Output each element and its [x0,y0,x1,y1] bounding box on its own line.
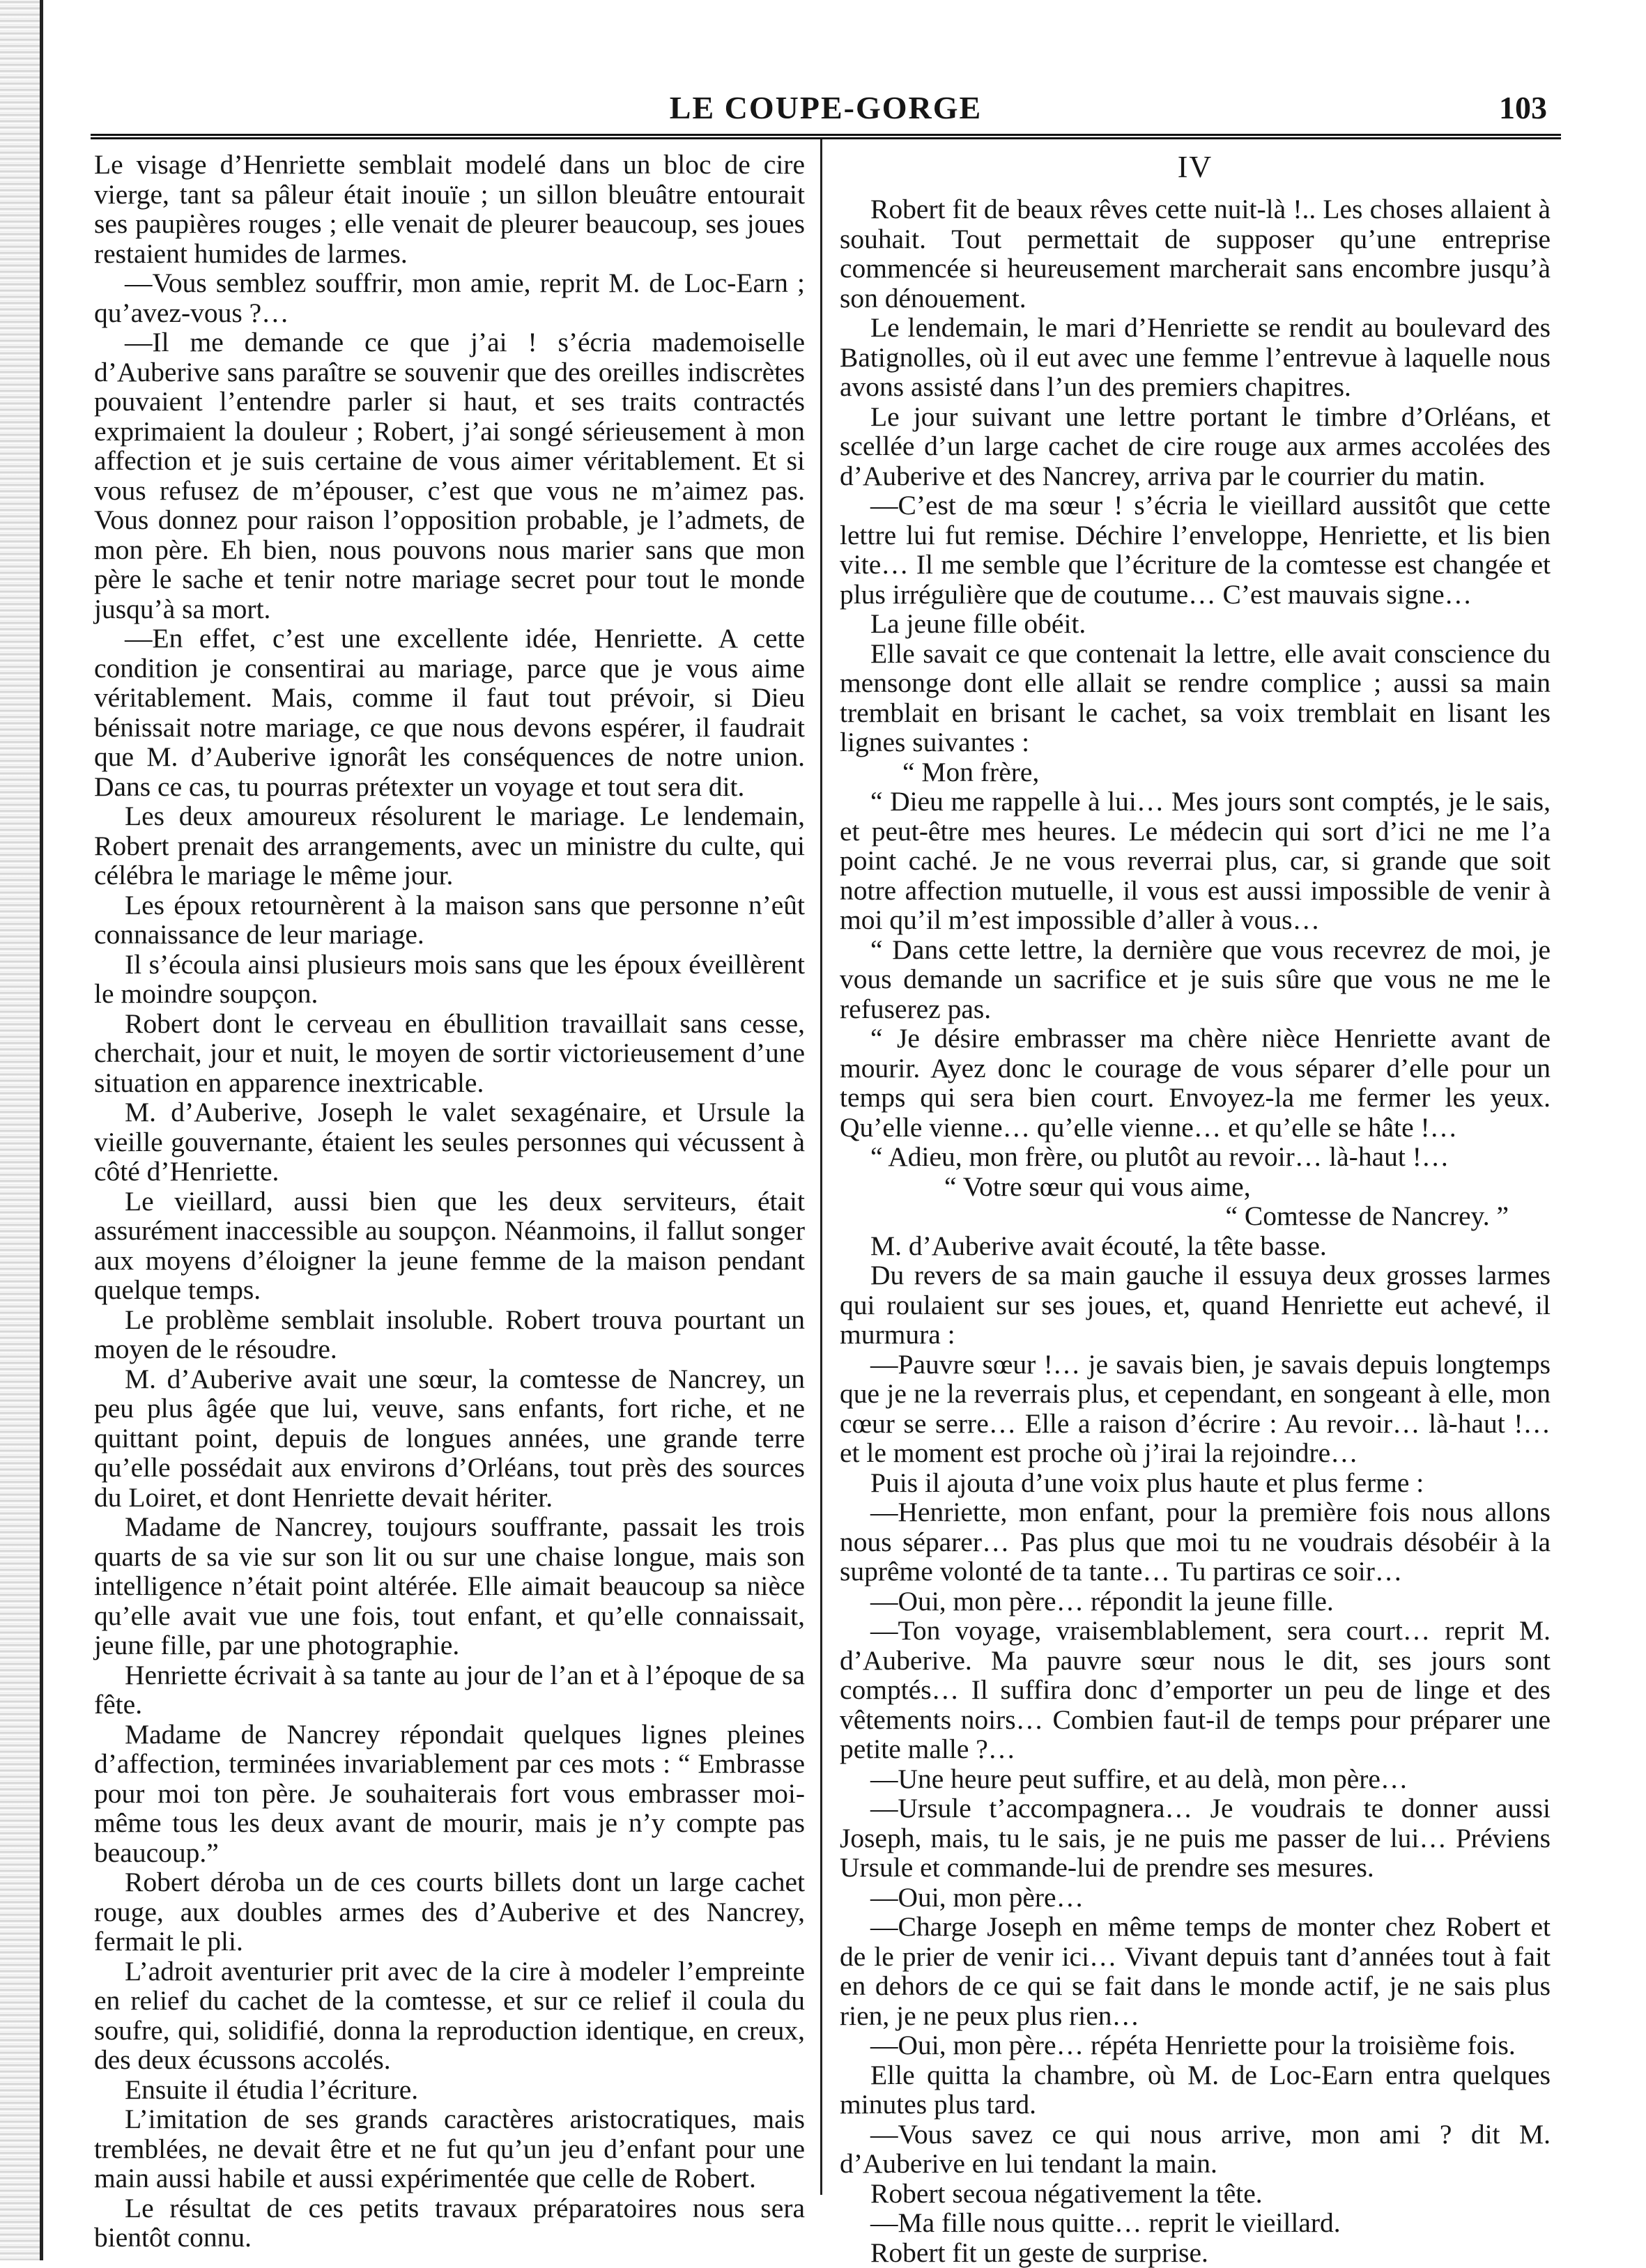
paragraph: Il s’écoula ainsi plusieurs mois sans que les époux éveillèrent le moindre soupçon. [94,948,805,1009]
paragraph: M. d’Auberive, Joseph le valet sexagénaire, et Ursule la vieille gouvernante, étaient les seules personnes qui vécussent à côté d’Henriette. [94,1097,805,1187]
paragraph: Robert secoua négativement la tête. [870,2177,1263,2209]
paragraph: Robert fit un geste de surprise. [870,2237,1208,2268]
paragraph: Le jour suivant une lettre portant le timbre d’Orléans, et scellée d’un large cachet de cire rouge aux armes accolées des d’Auberive et des Nancrey, arriva par le courrier du matin. [840,401,1551,491]
paragraph: Puis il ajouta d’une voix plus haute et plus ferme : [870,1467,1424,1498]
paragraph: Madame de Nancrey répondait quelques lignes pleines d’affection, terminées invariablement par ces mots : “ Embrasse pour moi ton père. Je souhaiterais fort vous embrasser moi-même tous les deux avant de mourir, mais je n’y compte pas beaucoup.” [94,1718,805,1868]
left-column [94,149,805,2253]
paragraph: —Oui, mon père… répondit la jeune fille. [870,1585,1334,1617]
running-title: LE COUPE-GORGE [669,90,983,125]
paragraph: Madame de Nancrey, toujours souffrante, passait les trois quarts de sa vie sur son lit ou sur une chaise longue, mais son intelligence n’était point altérée. Elle aimait beaucoup sa nièce qu’elle avait vue une fois, tout enfant, et qu’elle connaissait, jeune fille, par une photographie. [94,1511,805,1660]
paragraph: —Ursule t’accompagnera… Je voudrais te donner aussi Joseph, mais, tu le sais, je ne puis me passer de lui… Préviens Ursule et commande-lui de prendre ses mesures. [840,1793,1551,1883]
paragraph: —Oui, mon père… répéta Henriette pour la troisième fois. [870,2030,1516,2060]
paragraph: “ Je désire embrasser ma chère nièce Henriette avant de mourir. Ayez donc le courage de vous séparer d’elle pour un temps qui sera bien court. Envoyez-la me fermer les yeux. Qu’elle vienne… qu’elle vienne… et qu’elle se hâte !… [840,1023,1551,1143]
paragraph: —Ton voyage, vraisemblablement, sera court… reprit M. d’Auberive. Ma pauvre sœur nous le dit, ses jours sont comptés… Il suffira donc d’emporter un peu de linge et des vêtements noirs… Combien faut-il de temps pour préparer une petite malle ?… [840,1615,1551,1764]
paragraph: —C’est de ma sœur ! s’écria le vieillard aussitôt que cette lettre lui fut remise. Déchire l’enveloppe, Henriette, et lis bien vite… Il me semble que l’écriture de la comtesse est changée et plus irrégulière que de coutume… C’est mauvais signe… [840,490,1551,610]
paragraph: —Charge Joseph en même temps de monter chez Robert et de le prier de venir ici… Vivant depuis tant d’années tout à fait en dehors de ce qui se fait dans le monde actif, je ne sais plus rien, je ne peux plus rien… [840,1911,1551,2031]
paragraph: M. d’Auberive avait écouté, la tête basse. [870,1230,1327,1261]
paragraph: —Il me demande ce que j’ai ! s’écria mademoiselle d’Auberive sans paraître se souvenir que des oreilles indiscrètes pouvaient l’entendre parler si haut, et ses traits contractés exprimaient la douleur ; Robert, j’ai songé sérieusement à mon affection et je suis certaine de vous aimer véritablement. Et si vous refusez de m’épouser, c’est que vous ne m’aimez pas. Vous donnez pour raison l’opposition probable, je l’admets, de mon père. Eh bien, nous pouvons nous marier sans que mon père le sache et tenir notre mariage secret pour tout le monde jusqu’à sa mort. [94,327,805,624]
paragraph: Les époux retournèrent à la maison sans que personne n’eût connaissance de leur mariage. [94,889,805,950]
paragraph: Robert fit de beaux rêves cette nuit-là !.. Les choses allaient à souhait. Tout permettait de supposer qu’une entreprise commencée si heureusement marcherait sans encombre jusqu’à son dénouement. [840,194,1551,314]
header-rule [91,134,1561,139]
paragraph: “ Comtesse de Nancrey. ” [1225,1201,1509,1231]
paragraph: Du revers de sa main gauche il essuya deux grosses larmes qui roulaient sur ses joues, et, quand Henriette eut achevé, il murmura : [840,1260,1551,1350]
paragraph: “ Votre sœur qui vous aime, [944,1171,1251,1202]
paragraph: —En effet, c’est une excellente idée, Henriette. A cette condition je consentirai au mariage, parce que je vous aime véritablement. Mais, comme il faut tout prévoir, si Dieu bénissait notre mariage, ce que nous devons espérer, il faudrait que M. d’Auberive ignorât les conséquences de notre union. Dans ce cas, tu pourras prétexter un voyage et tout sera dit. [94,623,805,802]
paragraph: L’adroit aventurier prit avec de la cire à modeler l’empreinte en relief du cachet de la comtesse, et sur ce relief il coula du soufre, qui, solidifié, donna la reproduction identique, en creux, des deux écussons accolés. [94,1955,805,2075]
paragraph: “ Dans cette lettre, la dernière que vous recevrez de moi, je vous demande un sacrifice et je suis sûre que vous ne me le refuserez pas. [840,934,1551,1024]
paragraph: —Oui, mon père… [870,1881,1084,1913]
paragraph: Robert dont le cerveau en ébullition travaillait sans cesse, cherchait, jour et nuit, le moyen de sortir victorieusement d’une situation en apparence inextricable. [94,1008,805,1098]
paragraph: “ Mon frère, [902,756,1040,787]
paragraph: Henriette écrivait à sa tante au jour de l’an et à l’époque de sa fête. [94,1659,805,1720]
paragraph: L’imitation de ses grands caractères aristocratiques, mais tremblées, ne devait être et ne fut qu’un jeu d’enfant pour une main aussi habile et aussi expérimentée que celle de Robert. [94,2104,805,2193]
paragraph: Le résultat de ces petits travaux préparatoires nous sera bientôt connu. [94,2192,805,2253]
paragraph: Le problème semblait insoluble. Robert trouva pourtant un moyen de le résoudre. [94,1304,805,1364]
page-number: 103 [1499,90,1547,125]
paragraph: —Henriette, mon enfant, pour la première fois nous allons nous séparer… Pas plus que moi tu ne voudrais désobéir à la suprême volonté de ta tante… Tu partiras ce soir… [840,1497,1551,1587]
paragraph: La jeune fille obéit. [870,608,1086,639]
paragraph: —Pauvre sœur !… je savais bien, je savais depuis longtemps que je ne la reverrais plus, et cependant, en songeant à elle, mon cœur se serre… Elle a raison d’écrire : Au revoir… là-haut !… et le moment est proche où j’irai la rejoindre… [840,1348,1551,1468]
paragraph: —Vous savez ce qui nous arrive, mon ami ? dit M. d’Auberive en lui tendant la main. [840,2118,1551,2179]
right-column-paragraphs [840,194,1551,2267]
paragraph: —Vous semblez souffrir, mon amie, reprit M. de Loc-Earn ; qu’avez-vous ?… [94,268,805,328]
paragraph: —Une heure peut suffire, et au delà, mon père… [870,1763,1408,1794]
column-divider [820,139,822,2195]
paragraph: Le vieillard, aussi bien que les deux serviteurs, était assurément inaccessible au soupçon. Néanmoins, il fallut songer aux moyens d’éloigner la jeune femme de la maison pendant quelque temps. [94,1185,805,1305]
paragraph: —Ma fille nous quitte… reprit le vieillard. [870,2207,1341,2238]
paragraph: Les deux amoureux résolurent le mariage. Le lendemain, Robert prenait des arrangements, avec un ministre du culte, qui célébra le mariage le même jour. [94,801,805,890]
paragraph: “ Adieu, mon frère, ou plutôt au revoir… là-haut !… [870,1141,1449,1172]
paragraph: “ Dieu me rappelle à lui… Mes jours sont comptés, je le sais, et peut-être mes heures. Le médecin qui sort d’ici ne me l’a point caché. Je ne vous reverrai plus, car, si grande que soit notre affection mutuelle, il vous est aussi impossible de venir à moi qu’il m’est impossible d’aller à vous… [840,786,1551,935]
chapter-heading: IV [1177,150,1213,184]
right-column [840,150,1551,2268]
paragraph: M. d’Auberive avait une sœur, la comtesse de Nancrey, un peu plus âgée que lui, veuve, sans enfants, fort riche, et ne quittant point, depuis de longues années, une grande terre qu’elle possédait aux environs d’Orléans, tout près des sources du Loiret, et dont Henriette devait hériter. [94,1363,805,1513]
page-header [91,84,1561,132]
paragraph: Ensuite il étudia l’écriture. [125,2074,419,2105]
page-binding-edge [0,0,43,2260]
paragraph: Le visage d’Henriette semblait modelé dans un bloc de cire vierge, tant sa pâleur était inouïe ; un sillon bleuâtre entourait ses paupières rouges ; elle venait de pleurer beaucoup, ses joues restaient humides de larmes. [94,149,805,269]
paragraph: Elle quitta la chambre, où M. de Loc-Earn entra quelques minutes plus tard. [840,2059,1551,2120]
paragraph: Le lendemain, le mari d’Henriette se rendit au boulevard des Batignolles, où il eut avec une femme l’entrevue à laquelle nous avons assisté dans l’un des premiers chapitres. [840,312,1551,402]
paragraph: Robert déroba un de ces courts billets dont un large cachet rouge, aux doubles armes des d’Auberive et des Nancrey, fermait le pli. [94,1867,805,1957]
paragraph: Elle savait ce que contenait la lettre, elle avait conscience du mensonge dont elle allait se rendre complice ; aussi sa main tremblait en brisant le cachet, sa voix tremblait en lisant les lignes suivantes : [840,638,1551,757]
